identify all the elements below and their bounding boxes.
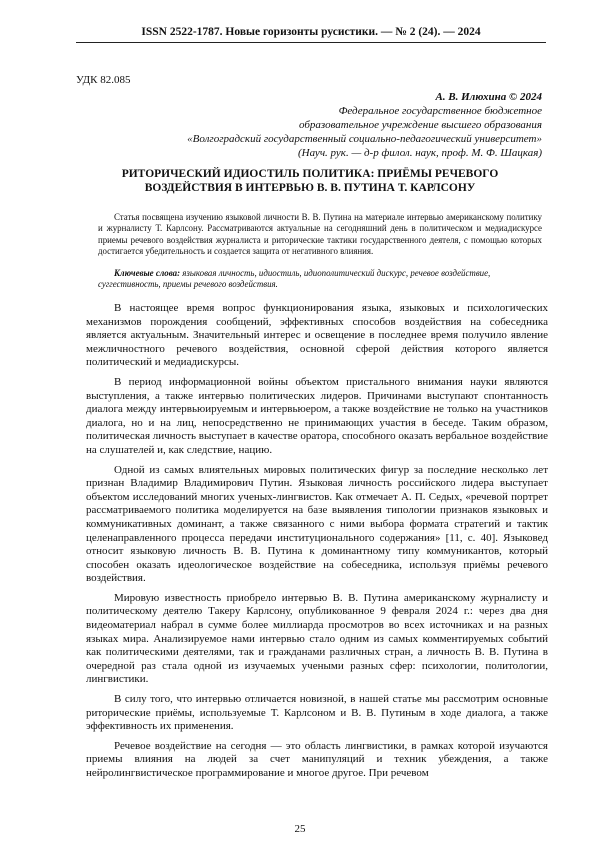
article-body	[86, 302, 548, 787]
affiliation-line: Федеральное государственное бюджетное	[338, 105, 542, 117]
body-paragraph: Одной из самых влиятельных мировых политических фигур за последние несколько лет признан Владимир Владимирович Путин. Языковая личность российского лидера выступает объектом исследований многих ученых-лингвистов. Как отмечает А. П. Седых, «речевой портрет рассматриваемого политика моделируется на базе выявления типологии признаков языковых и коммуникативных доминант, а также связанного с ними выбора формата стратегий и тактик целенаправленного процесса передачи институционального содержания» [11, с. 40]. Языковед относит языковую личность В. В. Путина к доминантному типу коммуникантов, который способен оказать идеологическое воздействие на собеседника, используя приёмы речевого воздействия.	[86, 463, 548, 585]
affiliation-line: «Волгоградский государственный социально-педагогический университет»	[187, 133, 542, 145]
affiliation-line: образовательное учреждение высшего образования	[299, 119, 542, 131]
supervisor-line: (Науч. рук. — д-р филол. наук, проф. М. Ф. Шацкая)	[297, 147, 542, 159]
keywords-text: языковая личность, идиостиль, идиополитический дискурс, речевое воздействие, суггестивность, приемы речевого воздействия.	[98, 268, 491, 290]
abstract: Статья посвящена изучению языковой личности В. В. Путина на материале интервью американскому политику и журналисту Т. Карлсону. Рассматриваются актуальные на сегодняшний день в политическом и медиадискурсе приемы речевого воздействия журналиста и риторические тактики государственного деятеля, с помощью которых достигается убедительность и создается защита от негативного влияния.	[98, 212, 542, 256]
body-paragraph: В настоящее время вопрос функционирования языка, языковых и психологических механизмов порождения сообщений, эффективных способов воздействия на собеседника является актуальным. Значительный интерес и освещение в последнее время получило явление межличностного речевого воздействия, основной сферой действия которого является политический и медиадискурсы.	[86, 302, 548, 369]
author-affiliation	[122, 90, 542, 160]
page-number: 25	[294, 823, 306, 835]
body-paragraph: Речевое воздействие на сегодня — это область лингвистики, в рамках которой изучаются приемы влияния на людей за счет манипуляций и техник убеждения, а также нейролингвистическое программирование и многое другое. При речевом	[86, 739, 548, 779]
keywords	[98, 268, 542, 291]
body-paragraph: Мировую известность приобрело интервью В. В. Путина американскому журналисту и политическому деятелю Такеру Карлсону, опубликованное 9 февраля 2024 г.: через два дня видеоматериал набрал в сумме более миллиарда просмотров во всех источниках и на разных языках мира. Анализируемое нами интервью стало одним из самых комментируемых событий как политическими деятелями, так и гражданами различных стран, а личность В. В. Путина в очередной раз стала одной из изучаемых учеными разных сфер: психологии, политологии, лингвистики.	[86, 591, 548, 686]
body-paragraph: В силу того, что интервью отличается новизной, в нашей статье мы рассмотрим основные риторические приёмы, используемые Т. Карлсоном и В. В. Путиным в ходе диалога, а также эффективность их применения.	[86, 693, 548, 733]
body-paragraph: В период информационной войны объектом пристального внимания науки являются выступления, а также интервью политических лидеров. Причинами выступают спонтанность диалога между интервьюируемым и интервьюером, а также воздействие не только на участников диалога, но и на лиц, непосредственно не принимающих участия в беседе. Таким образом, политическая личность выступает в качестве оратора, способного оказать вербальное воздействие на слушателей и, как следствие, нацию.	[86, 375, 548, 456]
running-header: ISSN 2522-1787. Новые горизонты русистики. — № 2 (24). — 2024	[76, 26, 546, 43]
author-name: А. В. Илюхина © 2024	[435, 91, 542, 103]
keywords-label: Ключевые слова:	[114, 268, 181, 278]
udk-code: УДК 82.085	[76, 74, 131, 86]
article-title: РИТОРИЧЕСКИЙ ИДИОСТИЛЬ ПОЛИТИКА: ПРИЁМЫ РЕЧЕВОГО ВОЗДЕЙСТВИЯ В ИНТЕРВЬЮ В. В. ПУТИНА Т. КАРЛСОНУ	[121, 168, 499, 194]
